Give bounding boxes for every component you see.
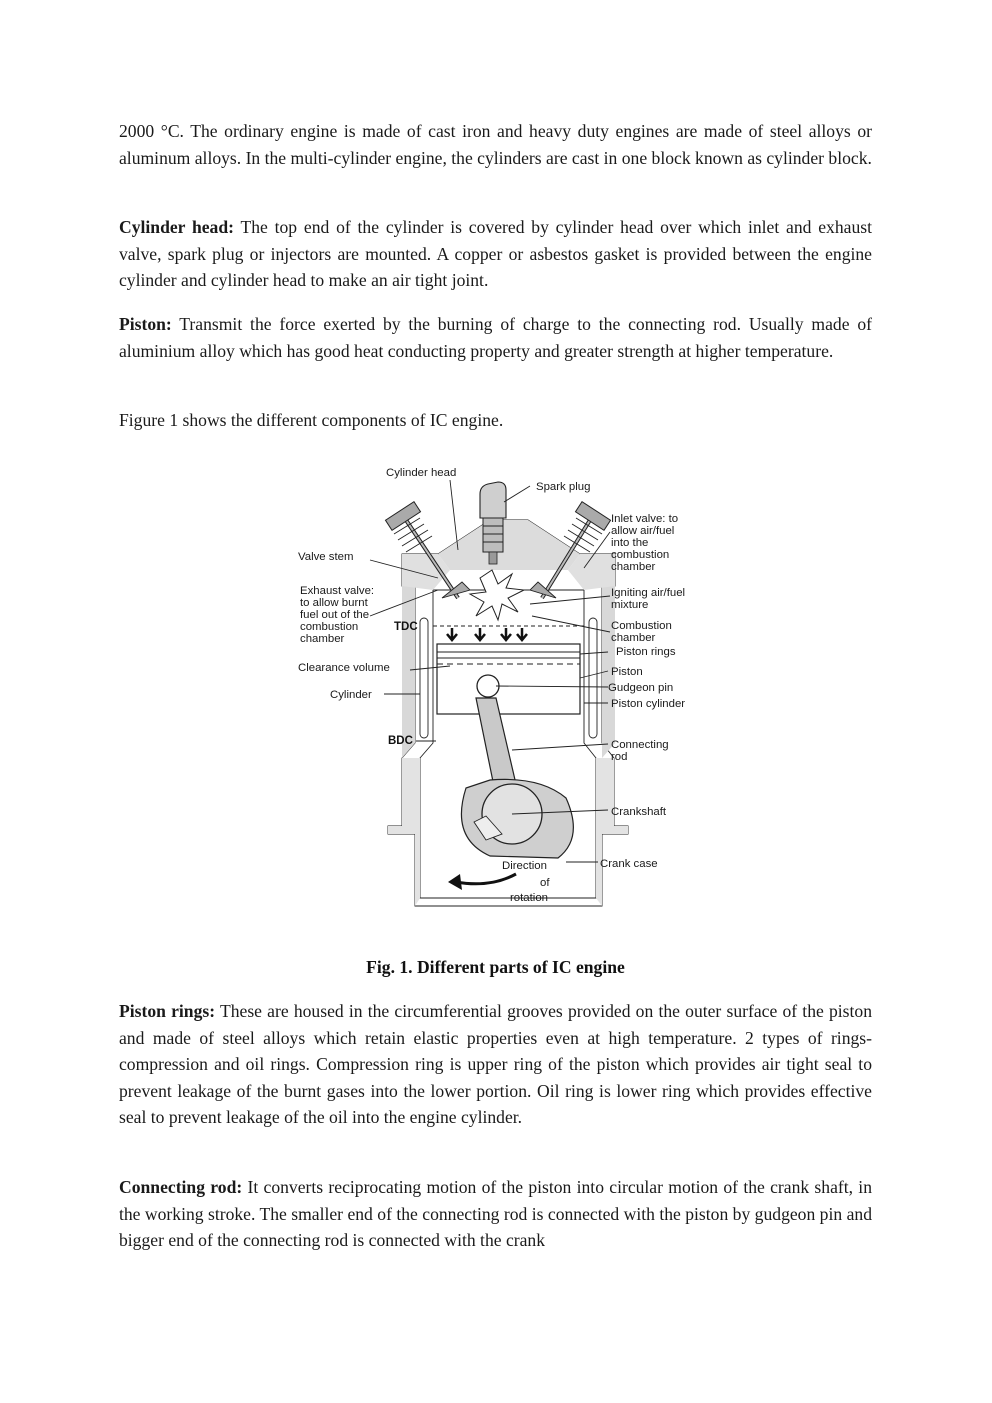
label-spark-plug: Spark plug <box>536 481 591 493</box>
label-inlet-valve-1: Inlet valve: to <box>611 513 679 525</box>
label-inlet-valve-3: into the <box>611 537 649 549</box>
label-cylinder-head: Cylinder head <box>386 467 457 479</box>
intro-text: 2000 °C. The ordinary engine is made of cast iron and heavy duty engines are made of steel alloys or aluminum alloys. In the multi-cylinder engine, the cylinders are cast in one block known as cylinder block. <box>119 121 872 168</box>
label-direction-3: rotation <box>510 892 548 904</box>
label-crank-case: Crank case <box>600 858 658 870</box>
figure-intro-text: Figure 1 shows the different components of IC engine. <box>119 410 504 430</box>
rotation-arrow <box>448 874 516 890</box>
label-piston-cylinder: Piston cylinder <box>611 698 686 710</box>
label-igniting-1: Igniting air/fuel <box>611 587 686 599</box>
label-exhaust-1: Exhaust valve: <box>300 585 375 597</box>
label-inlet-valve-5: chamber <box>611 561 656 573</box>
label-direction-2: of <box>540 877 550 889</box>
connecting-rod-text: It converts reciprocating motion of the piston into circular motion of the crank shaft, in the working stroke. The smaller end of the connecting rod is connected with the piston by gudgeon pin and bigger end of the connecting rod is connected with the crank <box>119 1177 872 1250</box>
label-valve-stem: Valve stem <box>298 551 354 563</box>
piston-rings-text: These are housed in the circumferential grooves provided on the outer surface of the piston and made of steel alloys which retain elastic properties even at high temperature. 2 types of rings- compression and oil rings. Compression ring is upper ring of the piston which provides air tight seal to prevent leakage of the burnt gases into the lower portion. Oil ring is lower ring which provides effective seal to prevent leakage of the oil into the engine cylinder. <box>119 1001 872 1127</box>
figure-caption <box>119 957 872 978</box>
cylinder-head-paragraph <box>119 214 872 294</box>
label-exhaust-3: fuel out of the <box>300 609 370 621</box>
cylinder-head-text: The top end of the cylinder is covered by cylinder head over which inlet and exhaust valve, spark plug or injectors are mounted. A copper or asbestos gasket is provided between the engine cylinder and cylinder head to make an air tight joint. <box>119 217 872 290</box>
figure-intro-paragraph <box>119 407 872 434</box>
label-crankshaft: Crankshaft <box>611 806 667 818</box>
piston-term: Piston: <box>119 314 172 334</box>
label-exhaust-2: to allow burnt <box>300 597 368 609</box>
label-exhaust-5: chamber <box>300 633 345 645</box>
label-exhaust-4: combustion <box>300 621 359 633</box>
piston-rings-term: Piston rings: <box>119 1001 216 1021</box>
label-connecting-rod-1: Connecting <box>611 739 669 751</box>
crankshaft-shape <box>461 779 573 858</box>
spark-plug-shape <box>480 482 506 564</box>
figure-caption-text: Fig. 1. Different parts of IC engine <box>366 957 625 977</box>
tdc-arrows <box>433 626 584 640</box>
label-bdc: BDC <box>388 735 413 747</box>
piston-rings-paragraph <box>119 998 872 1131</box>
label-combustion-1: Combustion <box>611 620 672 632</box>
label-combustion-2: chamber <box>611 632 656 644</box>
intro-paragraph <box>119 118 872 171</box>
connecting-rod-paragraph <box>119 1174 872 1254</box>
label-clearance-volume: Clearance volume <box>298 662 390 674</box>
piston-shape <box>437 644 580 714</box>
connecting-rod-term: Connecting rod: <box>119 1177 243 1197</box>
label-tdc: TDC <box>394 621 418 633</box>
label-inlet-valve-4: combustion <box>611 549 670 561</box>
piston-paragraph <box>119 311 872 364</box>
label-cylinder: Cylinder <box>330 689 372 701</box>
ignition-burst-shape <box>470 570 524 620</box>
label-connecting-rod-2: rod <box>611 751 628 763</box>
label-igniting-2: mixture <box>611 599 649 611</box>
label-inlet-valve-2: allow air/fuel <box>611 525 675 537</box>
label-direction-1: Direction <box>502 860 547 872</box>
ic-engine-diagram <box>290 458 710 918</box>
cylinder-head-term: Cylinder head: <box>119 217 234 237</box>
label-piston: Piston <box>611 666 643 678</box>
label-piston-rings: Piston rings <box>616 646 676 658</box>
label-gudgeon-pin: Gudgeon pin <box>608 682 674 694</box>
piston-text: Transmit the force exerted by the burning of charge to the connecting rod. Usually made of aluminium alloy which has good heat conducting property and greater strength at higher temperature. <box>119 314 872 361</box>
